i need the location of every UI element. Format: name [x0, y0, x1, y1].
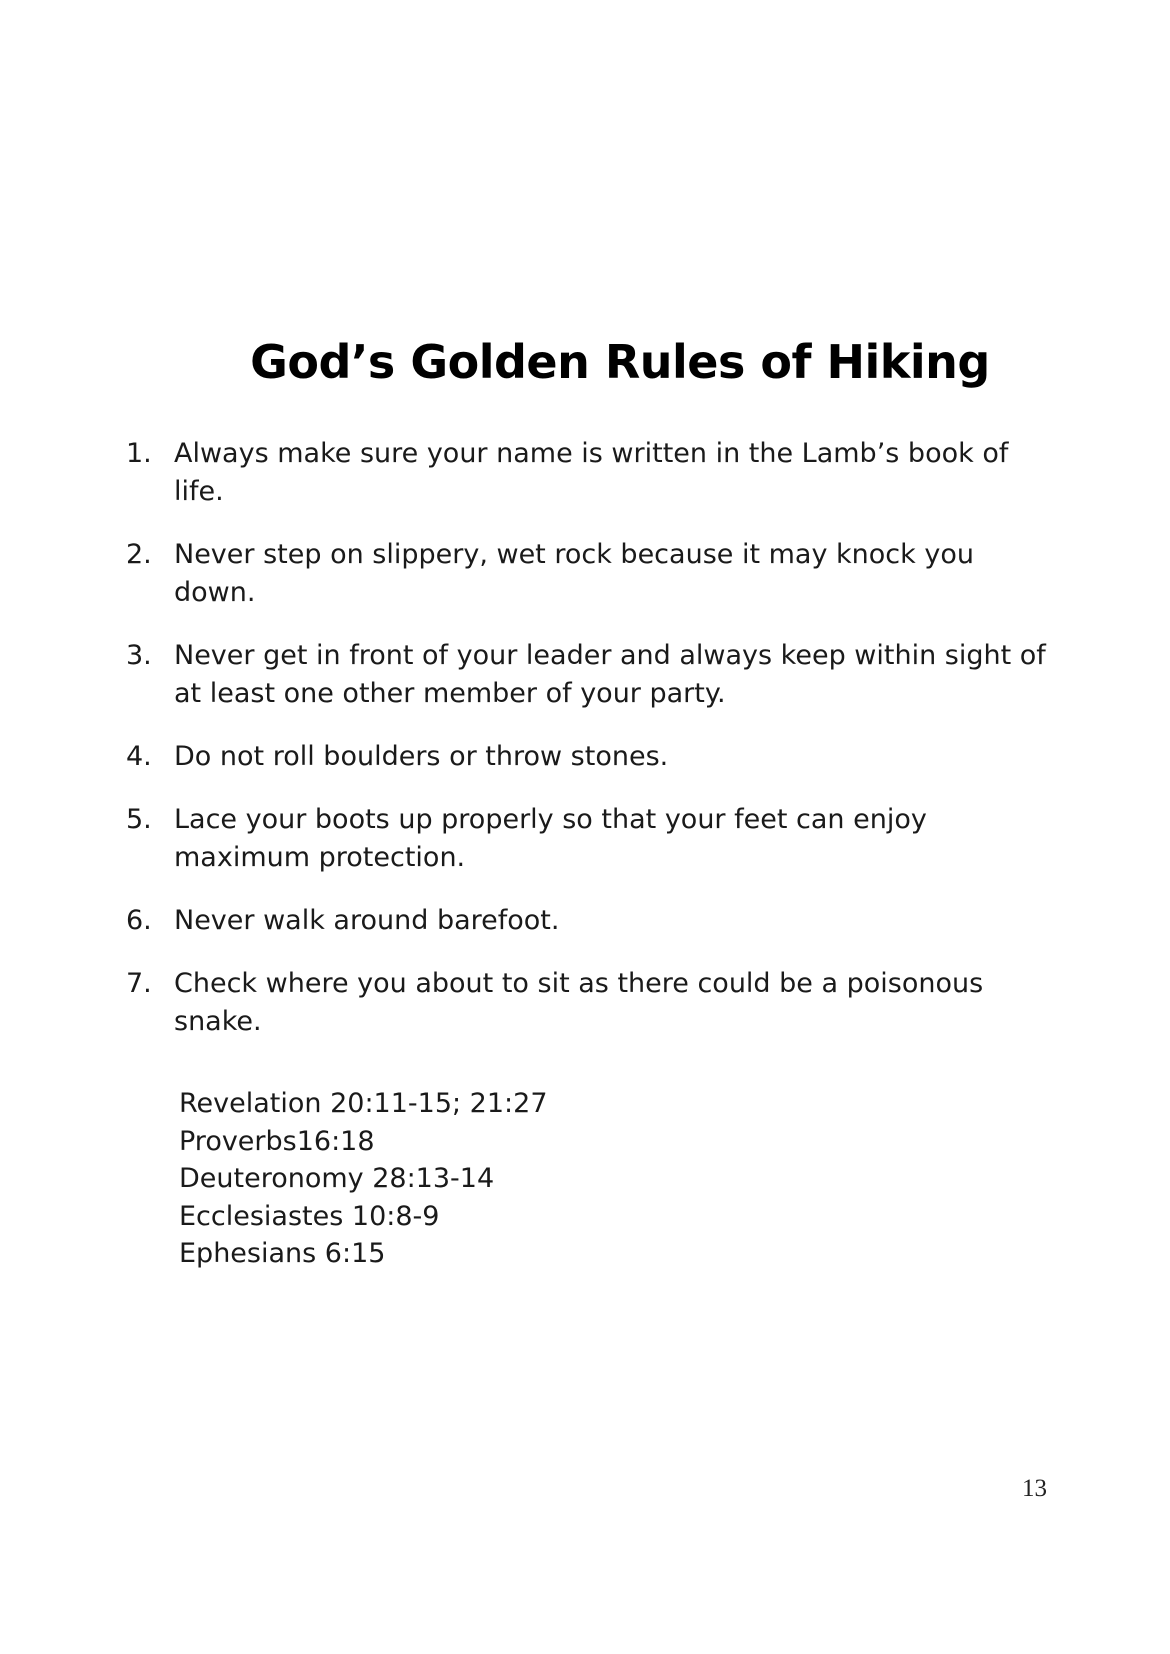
rule-item-2: [126, 536, 1046, 612]
rule-item-5: [126, 801, 1046, 877]
page-title: God’s Golden Rules of Hiking: [250, 335, 990, 389]
rule-number: 4.: [126, 741, 152, 772]
rule-number: 7.: [126, 968, 152, 999]
rule-text: Do not roll boulders or throw stones.: [174, 741, 669, 772]
rules-list: [126, 435, 1046, 1066]
rule-number: 6.: [126, 905, 152, 936]
rule-number: 1.: [126, 438, 152, 469]
rule-item-4: [126, 738, 1046, 776]
reference-line: Ecclesiastes 10:8-9: [179, 1200, 440, 1232]
rule-text: Never step on slippery, wet rock because it may knock you down.: [174, 539, 974, 608]
reference-line: Deuteronomy 28:13-14: [179, 1163, 495, 1194]
scripture-references: [179, 1085, 879, 1273]
rule-text: Never walk around barefoot.: [174, 905, 560, 936]
rule-text: Lace your boots up properly so that your feet can enjoy maximum protection.: [174, 804, 927, 873]
rule-item-3: [126, 637, 1046, 713]
reference-line: Proverbs16:18: [179, 1125, 375, 1157]
rule-text: Always make sure your name is written in the Lamb’s book of life.: [174, 438, 1009, 507]
reference-line: Revelation 20:11-15; 21:27: [179, 1088, 548, 1119]
reference-line: Ephesians 6:15: [179, 1238, 386, 1269]
rule-item-6: [126, 902, 1046, 940]
rule-text: Check where you about to sit as there could be a poisonous snake.: [174, 968, 984, 1037]
rule-number: 2.: [126, 539, 152, 570]
rule-text: Never get in front of your leader and always keep within sight of at least one other member of your party.: [174, 640, 1046, 709]
page-number: 13: [1022, 1475, 1047, 1502]
rule-number: 3.: [126, 640, 152, 671]
rule-item-7: [126, 965, 1046, 1041]
rule-number: 5.: [126, 804, 152, 835]
rule-item-1: [126, 435, 1046, 511]
